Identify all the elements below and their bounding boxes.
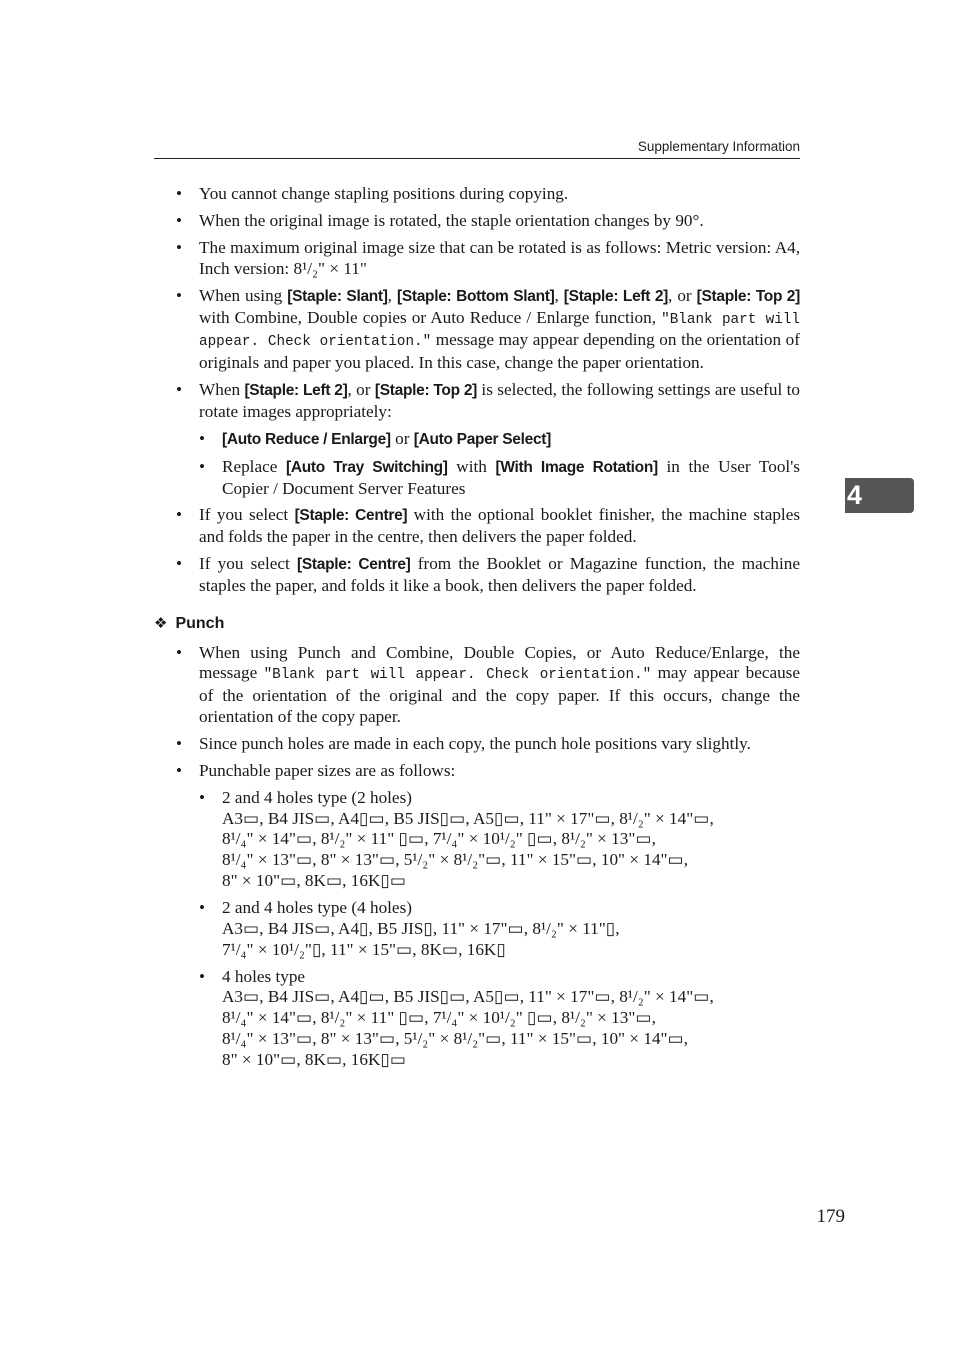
sub-list-item: • 2 and 4 holes type (2 holes) A3▭, B4 JIS▭, A4▯▭, B5 JIS▯▭, A5▯▭, 11" × 17"▭, 8¹/₂" × 14"▭, 8¹/₄" × 14"▭, 8¹/₂" × 11" ▯▭, 7¹/₄" × 10¹/₂" ▯▭, 8¹/₂" × 13"▭, 8¹/₄" × 13"▭, 8" × 13"▭, 5¹/₂" × 8¹/₂"▭, 11" × 15"▭, 10" × 14"▭, 8" × 10"▭, 8K▭, 16K▯▭	[199, 788, 800, 892]
screen-message: "Blank part will appear. Check orientation."	[199, 311, 800, 351]
diamond-icon: ❖	[154, 613, 168, 632]
list-item: • When using [Staple: Slant], [Staple: Bottom Slant], [Staple: Left 2], or [Staple: Top 2] with Combine, Double copies or Auto Reduce / Enlarge function, "Blank part will appear. Check orientation." message may appear depending on the orientation of originals and paper you placed. In this case, change the paper orientation.	[154, 286, 800, 374]
page-number: 179	[816, 1206, 845, 1227]
key-label: [Staple: Left 2]	[244, 382, 348, 400]
page-content	[154, 184, 800, 1077]
list-item: • The maximum original image size that can be rotated is as follows: Metric version: A4, Inch version: 8¹/₂" × 11"	[154, 238, 800, 280]
list-item: • When using Punch and Combine, Double Copies, or Auto Reduce/Enlarge, the message "Blank part will appear. Check orientation." may appear because of the orientation of the original and the copy paper. If this occurs, change the orientation of the copy paper.	[154, 643, 800, 728]
sub-list	[199, 429, 800, 500]
key-label: [Staple: Top 2]	[374, 382, 478, 400]
list-item: • If you select [Staple: Centre] with the optional booklet finisher, the machine staples and folds the paper in the centre, then delivers the paper folded.	[154, 505, 800, 548]
punch-notes-list	[154, 643, 800, 1071]
list-item: • Since punch holes are made in each copy, the punch hole positions vary slightly.	[154, 734, 800, 755]
sub-list-item: • 4 holes type A3▭, B4 JIS▭, A4▯▭, B5 JIS▯▭, A5▯▭, 11" × 17"▭, 8¹/₂" × 14"▭, 8¹/₄" × 14"▭, 8¹/₂" × 11" ▯▭, 7¹/₄" × 10¹/₂" ▯▭, 8¹/₂" × 13"▭, 8¹/₄" × 13"▭, 8" × 13"▭, 5¹/₂" × 8¹/₂"▭, 11" × 15"▭, 10" × 14"▭, 8" × 10"▭, 8K▭, 16K▯▭	[199, 967, 800, 1071]
key-label: [Staple: Slant]	[287, 287, 388, 305]
header-rule	[154, 158, 800, 159]
running-header: Supplementary Information	[637, 139, 800, 154]
sub-list-item: • [Auto Reduce / Enlarge] or [Auto Paper Select]	[199, 429, 800, 451]
key-label: [Staple: Bottom Slant]	[396, 287, 555, 305]
list-item: • When the original image is rotated, the staple orientation changes by 90°.	[154, 211, 800, 232]
key-label: [Staple: Top 2]	[696, 287, 800, 305]
list-item: • Punchable paper sizes are as follows: • 2 and 4 holes type (2 holes) A3▭, B4 JIS▭, A4▯▭, B5 JIS▯▭, A5▯▭, 11" × 17"▭, 8¹/₂" × 14"▭, 8¹/₄" × 14"▭, 8¹/₂" × 11" ▯▭, 7¹/₄" × 10¹/₂" ▯▭, 8¹/₂" × 13"▭, 8¹/₄" × 13"▭, 8" × 13"▭, 5¹/₂" × 8¹/₂"▭, 11" × 15"▭, 10" × 14"▭, 8" × 10"▭, 8K▭, 16K▯▭ • 2 and 4 holes type (4 holes) A3▭, B4 JIS▭, A4▯, B5 JIS▯, 11" × 17"▭, 8¹/₂" × 11"▯, 7¹/₄" × 10¹/₂"▯, 11" × 15"▭, 8K▭, 16K▯ • 4 holes type A3▭, B4 JIS▭, A4▯▭, B5 JIS▯▭, A5▯▭, 11" × 17"▭, 8¹/₂" × 14"▭, 8¹/₄" × 14"▭, 8¹/₂" × 11" ▯▭, 7¹/₄" × 10¹/₂" ▯▭, 8¹/₂" × 13"▭, 8¹/₄" × 13"▭, 8" × 13"▭, 5¹/₂" × 8¹/₂"▭, 11" × 15"▭, 10" × 14"▭, 8" × 10"▭, 8K▭, 16K▯▭	[154, 761, 800, 1071]
staple-notes-list	[154, 184, 800, 597]
sub-list	[199, 788, 800, 1071]
list-item: • You cannot change stapling positions during copying.	[154, 184, 800, 205]
list-item: • When [Staple: Left 2], or [Staple: Top 2] is selected, the following settings are useful to rotate images appropriately: • [Auto Reduce / Enlarge] or [Auto Paper Select] • Replace [Auto Tray Switching] with [With Image Rotation] in the User Tool's Copier / Document Server Features	[154, 380, 800, 499]
chapter-tab: 4	[845, 478, 914, 513]
sub-list-item: • Replace [Auto Tray Switching] with [With Image Rotation] in the User Tool's Copier / Document Server Features	[199, 457, 800, 500]
sub-list-item: • 2 and 4 holes type (4 holes) A3▭, B4 JIS▭, A4▯, B5 JIS▯, 11" × 17"▭, 8¹/₂" × 11"▯, 7¹/₄" × 10¹/₂"▯, 11" × 15"▭, 8K▭, 16K▯	[199, 898, 800, 960]
section-heading-punch: ❖ Punch	[154, 613, 225, 632]
screen-message: "Blank part will appear. Check orientation."	[263, 667, 652, 684]
list-item: • If you select [Staple: Centre] from the Booklet or Magazine function, the machine staples the paper, and folds it like a book, then delivers the paper folded.	[154, 554, 800, 597]
key-label: [Staple: Left 2]	[563, 287, 669, 305]
